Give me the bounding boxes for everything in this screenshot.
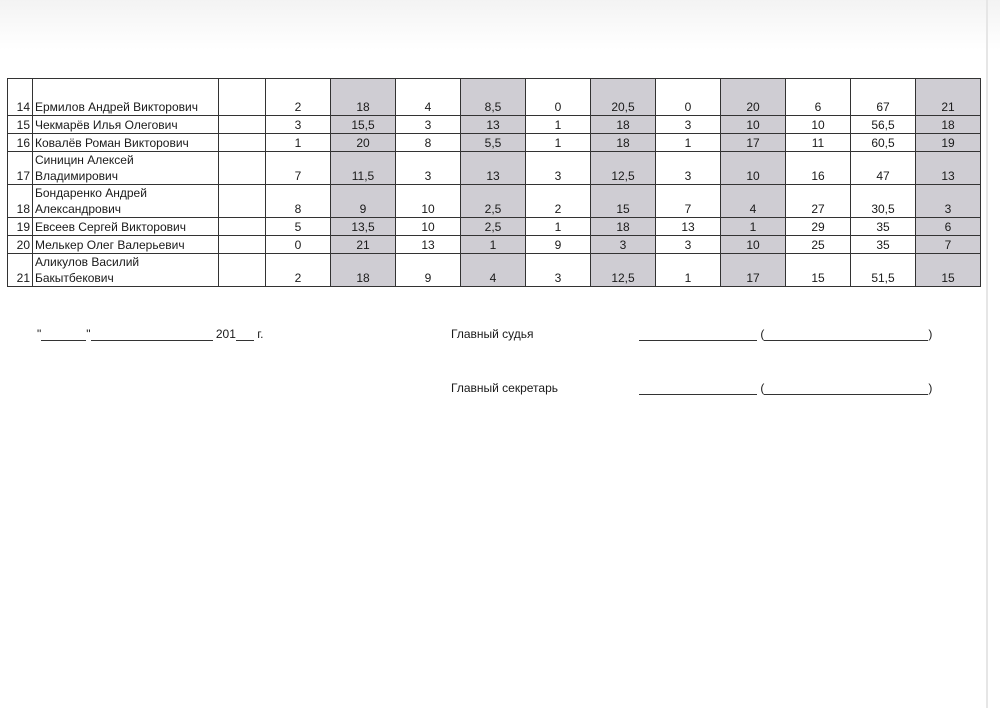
signature-blank bbox=[639, 340, 757, 341]
score-cell: 4 bbox=[461, 254, 526, 287]
score-cell: 20,5 bbox=[591, 79, 656, 116]
score-cell: 18 bbox=[916, 116, 981, 134]
score-cell: 0 bbox=[266, 236, 331, 254]
score-cell: 2,5 bbox=[461, 218, 526, 236]
participant-name: Ковалёв Роман Викторович bbox=[33, 134, 219, 152]
score-cell: 13 bbox=[461, 116, 526, 134]
score-cell: 17 bbox=[721, 134, 786, 152]
table-row bbox=[8, 134, 981, 152]
score-cell: 56,5 bbox=[851, 116, 916, 134]
participant-name: Ермилов Андрей Викторович bbox=[33, 79, 219, 116]
paren-close: ) bbox=[928, 381, 933, 395]
table-row bbox=[8, 152, 981, 185]
score-cell: 15 bbox=[786, 254, 851, 287]
score-cell: 6 bbox=[786, 79, 851, 116]
table-row bbox=[8, 185, 981, 218]
score-cell: 11 bbox=[786, 134, 851, 152]
score-cell: 21 bbox=[331, 236, 396, 254]
score-cell: 2 bbox=[266, 79, 331, 116]
month-blank bbox=[91, 340, 213, 341]
score-cell: 3 bbox=[916, 185, 981, 218]
year-suffix: г. bbox=[257, 327, 264, 341]
chief-secretary-signature bbox=[639, 381, 932, 395]
score-cell: 7 bbox=[266, 152, 331, 185]
score-cell: 3 bbox=[656, 152, 721, 185]
score-cell: 7 bbox=[916, 236, 981, 254]
score-cell: 15 bbox=[591, 185, 656, 218]
scan-shadow bbox=[0, 0, 1000, 50]
empty-cell bbox=[219, 79, 266, 116]
score-cell: 1 bbox=[526, 134, 591, 152]
score-cell: 8,5 bbox=[461, 79, 526, 116]
score-cell: 5 bbox=[266, 218, 331, 236]
participant-name: Синицин Алексей Владимирович bbox=[33, 152, 219, 185]
participant-name: Мелькер Олег Валерьевич bbox=[33, 236, 219, 254]
score-cell: 13 bbox=[396, 236, 461, 254]
empty-cell bbox=[219, 236, 266, 254]
page-edge bbox=[986, 0, 988, 708]
score-cell: 15 bbox=[916, 254, 981, 287]
participant-name: Чекмарёв Илья Олегович bbox=[33, 116, 219, 134]
score-cell: 27 bbox=[786, 185, 851, 218]
row-number: 14 bbox=[8, 79, 33, 116]
date-quote-close: " bbox=[86, 327, 91, 341]
score-cell: 3 bbox=[656, 236, 721, 254]
score-cell: 18 bbox=[591, 134, 656, 152]
paren-open: ( bbox=[760, 381, 765, 395]
score-cell: 13 bbox=[916, 152, 981, 185]
score-cell: 9 bbox=[396, 254, 461, 287]
participant-name: Бондаренко Андрей Александрович bbox=[33, 185, 219, 218]
score-cell: 4 bbox=[721, 185, 786, 218]
score-cell: 5,5 bbox=[461, 134, 526, 152]
score-cell: 13 bbox=[656, 218, 721, 236]
signature-blank bbox=[639, 394, 757, 395]
row-number: 21 bbox=[8, 254, 33, 287]
score-cell: 25 bbox=[786, 236, 851, 254]
table-row bbox=[8, 236, 981, 254]
score-cell: 2 bbox=[266, 254, 331, 287]
score-cell: 18 bbox=[331, 79, 396, 116]
score-cell: 3 bbox=[396, 152, 461, 185]
score-cell: 10 bbox=[396, 218, 461, 236]
score-cell: 35 bbox=[851, 236, 916, 254]
score-cell: 10 bbox=[396, 185, 461, 218]
score-cell: 60,5 bbox=[851, 134, 916, 152]
participant-name: Аликулов Василий Бакытбекович bbox=[33, 254, 219, 287]
row-number: 16 bbox=[8, 134, 33, 152]
score-cell: 10 bbox=[721, 236, 786, 254]
score-cell: 1 bbox=[266, 134, 331, 152]
score-cell: 4 bbox=[396, 79, 461, 116]
empty-cell bbox=[219, 134, 266, 152]
score-cell: 13,5 bbox=[331, 218, 396, 236]
row-number: 18 bbox=[8, 185, 33, 218]
score-cell: 10 bbox=[786, 116, 851, 134]
row-number: 20 bbox=[8, 236, 33, 254]
score-cell: 9 bbox=[526, 236, 591, 254]
score-cell: 8 bbox=[266, 185, 331, 218]
score-cell: 9 bbox=[331, 185, 396, 218]
score-cell: 12,5 bbox=[591, 152, 656, 185]
score-cell: 3 bbox=[396, 116, 461, 134]
score-cell: 67 bbox=[851, 79, 916, 116]
score-cell: 20 bbox=[721, 79, 786, 116]
score-cell: 21 bbox=[916, 79, 981, 116]
participant-name: Евсеев Сергей Викторович bbox=[33, 218, 219, 236]
score-cell: 0 bbox=[526, 79, 591, 116]
score-cell: 15,5 bbox=[331, 116, 396, 134]
score-cell: 11,5 bbox=[331, 152, 396, 185]
score-cell: 1 bbox=[526, 218, 591, 236]
table-row bbox=[8, 116, 981, 134]
score-cell: 3 bbox=[591, 236, 656, 254]
score-cell: 51,5 bbox=[851, 254, 916, 287]
score-cell: 12,5 bbox=[591, 254, 656, 287]
score-cell: 2,5 bbox=[461, 185, 526, 218]
score-cell: 13 bbox=[461, 152, 526, 185]
score-cell: 1 bbox=[656, 254, 721, 287]
year-blank bbox=[236, 340, 254, 341]
table-row bbox=[8, 218, 981, 236]
score-cell: 10 bbox=[721, 116, 786, 134]
row-number: 19 bbox=[8, 218, 33, 236]
score-cell: 10 bbox=[721, 152, 786, 185]
name-blank bbox=[764, 394, 928, 395]
score-cell: 1 bbox=[526, 116, 591, 134]
score-cell: 6 bbox=[916, 218, 981, 236]
empty-cell bbox=[219, 152, 266, 185]
date-line bbox=[37, 327, 264, 341]
score-cell: 16 bbox=[786, 152, 851, 185]
paren-close: ) bbox=[928, 327, 933, 341]
empty-cell bbox=[219, 116, 266, 134]
empty-cell bbox=[219, 218, 266, 236]
score-cell: 35 bbox=[851, 218, 916, 236]
empty-cell bbox=[219, 254, 266, 287]
score-cell: 30,5 bbox=[851, 185, 916, 218]
score-cell: 2 bbox=[526, 185, 591, 218]
score-cell: 3 bbox=[526, 254, 591, 287]
row-number: 15 bbox=[8, 116, 33, 134]
year-prefix: 201 bbox=[215, 327, 236, 341]
score-cell: 1 bbox=[721, 218, 786, 236]
chief-secretary-label: Главный секретарь bbox=[451, 381, 558, 395]
score-cell: 7 bbox=[656, 185, 721, 218]
day-blank bbox=[41, 340, 86, 341]
score-cell: 18 bbox=[591, 116, 656, 134]
empty-cell bbox=[219, 185, 266, 218]
score-cell: 3 bbox=[526, 152, 591, 185]
score-cell: 18 bbox=[591, 218, 656, 236]
results-table bbox=[7, 78, 981, 287]
score-cell: 3 bbox=[266, 116, 331, 134]
score-cell: 18 bbox=[331, 254, 396, 287]
score-cell: 8 bbox=[396, 134, 461, 152]
table-row bbox=[8, 79, 981, 116]
name-blank bbox=[764, 340, 928, 341]
table-row bbox=[8, 254, 981, 287]
score-cell: 47 bbox=[851, 152, 916, 185]
chief-judge-signature bbox=[639, 327, 932, 341]
score-cell: 1 bbox=[461, 236, 526, 254]
score-cell: 20 bbox=[331, 134, 396, 152]
row-number: 17 bbox=[8, 152, 33, 185]
score-cell: 3 bbox=[656, 116, 721, 134]
chief-judge-label: Главный судья bbox=[451, 327, 534, 341]
score-cell: 0 bbox=[656, 79, 721, 116]
score-cell: 19 bbox=[916, 134, 981, 152]
score-cell: 29 bbox=[786, 218, 851, 236]
paren-open: ( bbox=[760, 327, 765, 341]
score-cell: 17 bbox=[721, 254, 786, 287]
date-quote-open: " bbox=[37, 327, 42, 341]
score-cell: 1 bbox=[656, 134, 721, 152]
